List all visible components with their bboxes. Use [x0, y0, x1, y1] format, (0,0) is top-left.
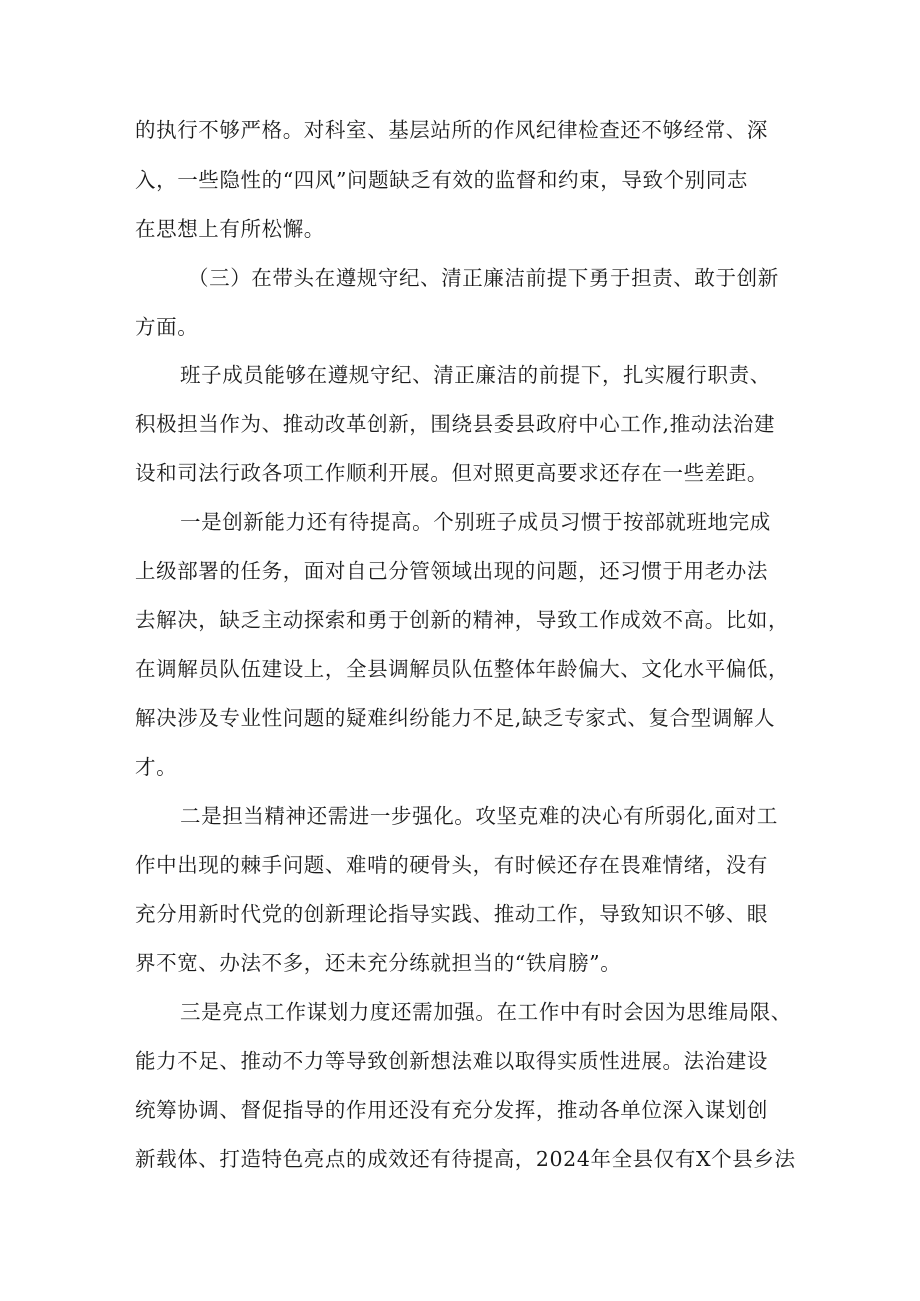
paragraph-1-line-1: 的执行不够严格。对科室、基层站所的作风纪律检查还不够经常、深	[135, 118, 768, 142]
paragraph-1-line-3: 在思想上有所松懈。	[135, 217, 325, 241]
paragraph-6-line-2: 能力不足、推动不力等导致创新想法难以取得实质性进展。法治建设	[135, 1049, 768, 1073]
paragraph-4-line-6: 才。	[135, 755, 178, 779]
section-heading-line-2: 方面。	[135, 315, 199, 339]
paragraph-6-line-1: 三是亮点工作谋划力度还需加强。在工作中有时会因为思维局限、	[180, 1000, 792, 1024]
paragraph-5-line-2: 作中出现的棘手问题、难啃的硬骨头，有时候还存在畏难情绪，没有	[135, 853, 768, 877]
section-heading-line-1: （三）在带头在遵规守纪、清正廉洁前提下勇于担责、敢于创新	[188, 266, 779, 290]
paragraph-6-line-4: 新载体、打造特色亮点的成效还有待提高，2024年全县仅有X个县乡法	[135, 1147, 796, 1171]
paragraph-3-line-3: 设和司法行政各项工作顺利开展。但对照更高要求还存在一些差距。	[135, 461, 768, 485]
paragraph-5-line-3: 充分用新时代党的创新理论指导实践、推动工作，导致知识不够、眼	[135, 902, 768, 926]
paragraph-4-line-1: 一是创新能力还有待提高。个别班子成员习惯于按部就班地完成	[180, 510, 771, 534]
paragraph-6-line-3: 统筹协调、督促指导的作用还没有充分发挥，推动各单位深入谋划创	[135, 1098, 768, 1122]
paragraph-3-line-1: 班子成员能够在遵规守纪、清正廉洁的前提下，扎实履行职责、	[180, 363, 771, 387]
paragraph-4-line-3: 去解决，缺乏主动探索和勇于创新的精神，导致工作成效不高。比如，	[135, 608, 790, 632]
paragraph-1-line-2: 入，一些隐性的“四风”问题缺乏有效的监督和约束，导致个别同志	[135, 168, 748, 192]
paragraph-4-line-2: 上级部署的任务，面对自己分管领域出现的问题，还习惯于用老办法	[135, 559, 768, 583]
paragraph-5-line-4: 界不宽、办法不多，还未充分练就担当的“铁肩膀”。	[135, 951, 622, 975]
paragraph-4-line-4: 在调解员队伍建设上，全县调解员队伍整体年龄偏大、文化水平偏低，	[135, 657, 790, 681]
paragraph-5-line-1: 二是担当精神还需进一步强化。攻坚克难的决心有所弱化,面对工	[180, 804, 778, 828]
paragraph-4-line-5: 解决涉及专业性问题的疑难纠纷能力不足,缺乏专家式、复合型调解人	[135, 706, 776, 730]
paragraph-3-line-2: 积极担当作为、推动改革创新，围绕县委县政府中心工作,推动法治建	[135, 412, 776, 436]
